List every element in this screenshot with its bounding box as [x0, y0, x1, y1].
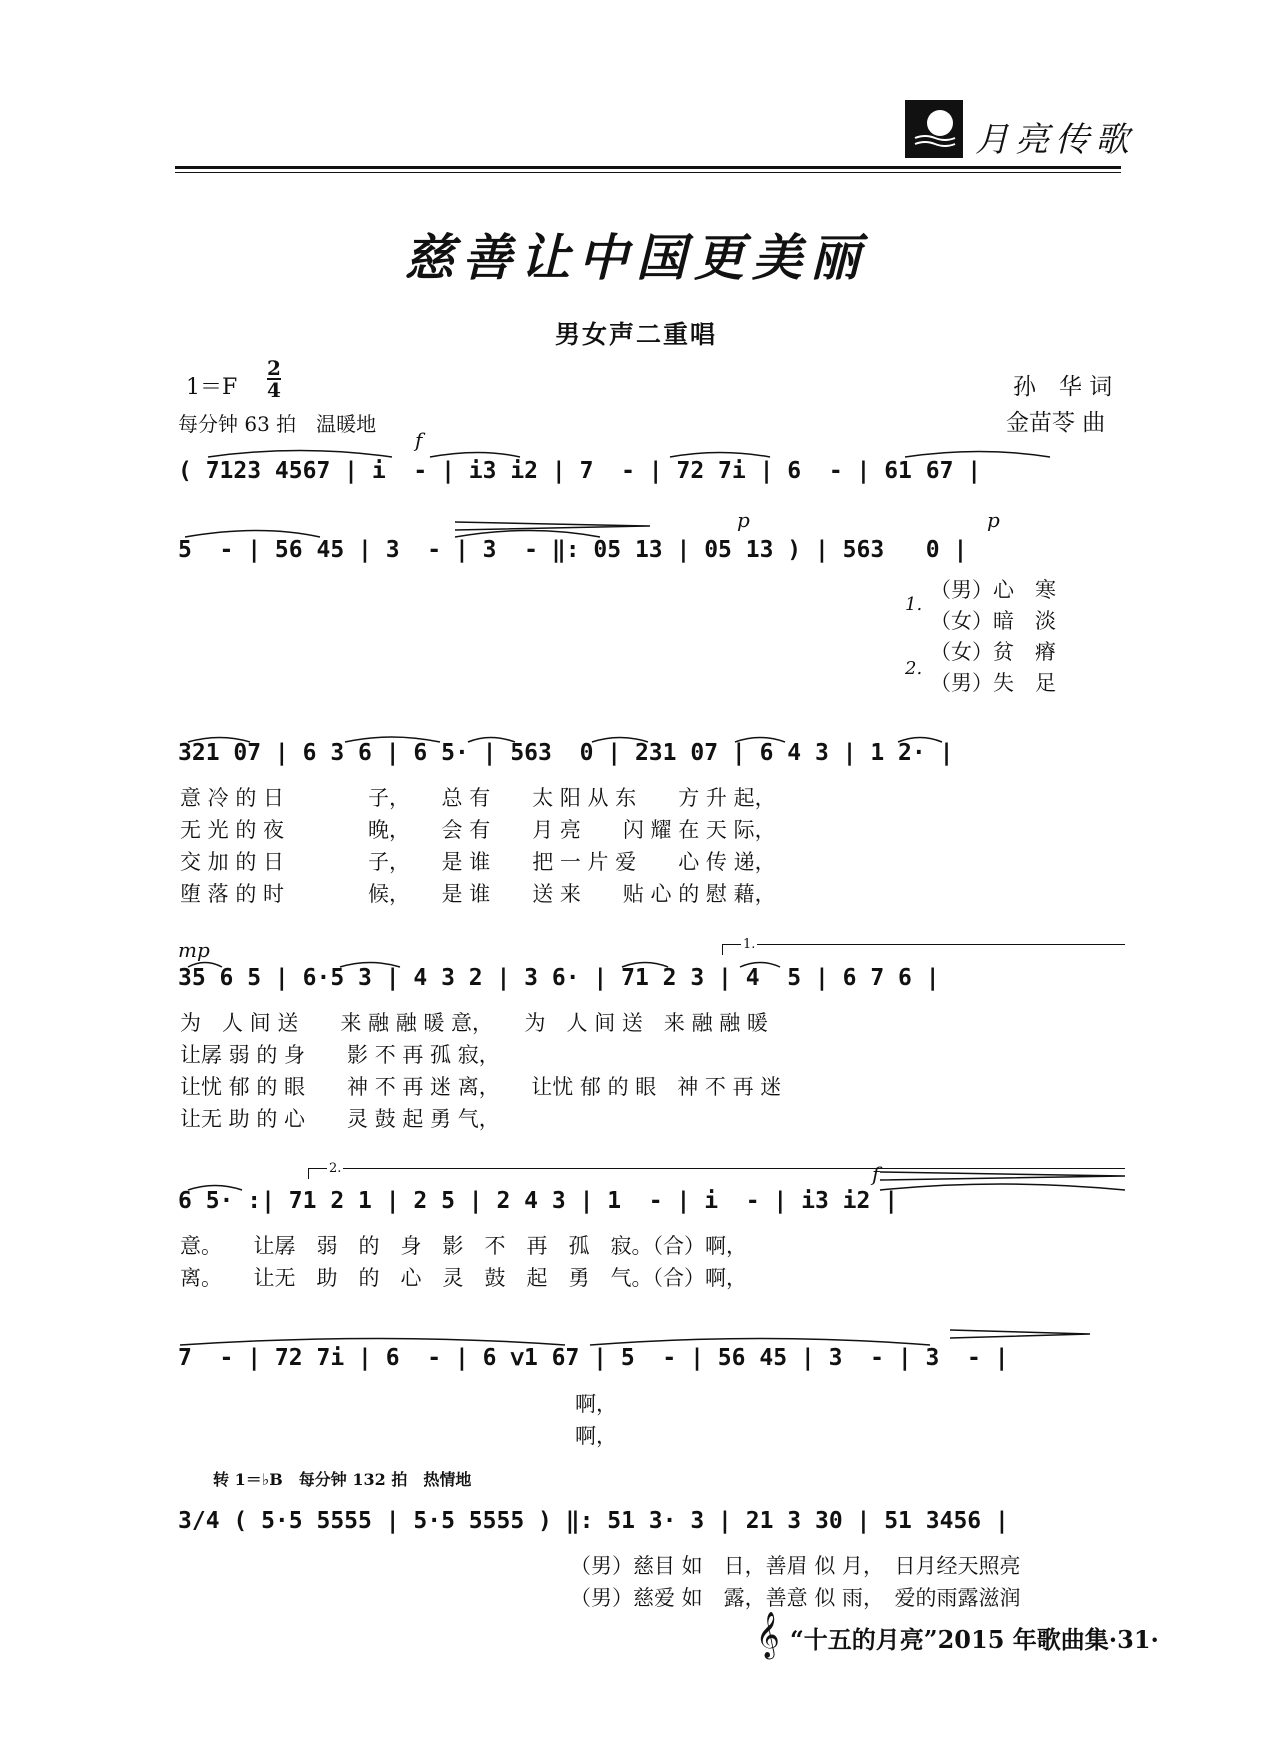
notation-line-6: 7 - | 72 7i | 6 - | 6 ⅴ1 67 | 5 - | 56 45 | 3 - | 3 - |	[178, 1345, 1009, 1371]
volta-1-label: 1.	[743, 937, 756, 952]
tempo-marking: 每分钟 63 拍 温暖地	[178, 412, 377, 436]
lyric-row: 为 人 间 送 来 融 融 暖 意， 为 人 间 送 来 融 融 暖	[180, 1011, 768, 1035]
verse-intro-row: （男）心 寒	[930, 578, 1056, 602]
dynamic-f-2: f	[872, 1162, 880, 1186]
composer: 金苗苓 曲	[1006, 410, 1106, 436]
notation-line-5: 6 5· :| 71 2 1 | 2 5 | 2 4 3 | 1 - | i - | i3 i2 |	[178, 1188, 899, 1214]
notation-line-1: ( 7123 4567 | i - | i3 i2 | 7 - | 72 7i | 6 - | 61 67 |	[178, 458, 982, 484]
time-sig-bottom: 4	[267, 378, 281, 402]
treble-clef-icon: 𝄞	[756, 1612, 780, 1658]
dynamic-p: p	[737, 508, 750, 532]
dynamic-f: f	[415, 428, 423, 452]
verse-intro-row: （女）贫 瘠	[930, 640, 1056, 664]
notation-line-3: 321 07 | 6 3 6 | 6 5· | 563 0 | 231 07 | 6 4 3 | 1 2· |	[178, 740, 954, 766]
lyric-row: 堕 落 的 时 候， 是 谁 送 来 贴 心 的 慰 藉，	[180, 882, 776, 906]
verse-intro-row: （男）失 足	[930, 671, 1056, 695]
time-sig-top: 2	[267, 356, 281, 380]
lyric-row: 离。 让无 助 的 心 灵 鼓 起 勇 气。（合）啊，	[180, 1266, 747, 1290]
dynamic-p-2: p	[987, 508, 1000, 532]
lyric-row: （男）慈目 如 日，善眉 似 月， 日月经天照亮	[570, 1554, 1021, 1578]
header-brand: 月亮传歌	[975, 120, 1135, 160]
verse-2-label: 2.	[905, 658, 923, 679]
lyric-row: （男）慈爱 如 露，善意 似 雨， 爱的雨露滋润	[570, 1586, 1021, 1610]
footer-page-label: “十五的月亮”2015 年歌曲集·31·	[790, 1625, 1159, 1654]
verse-intro-row: （女）暗 淡	[930, 609, 1056, 633]
volta-2-label: 2.	[329, 1161, 342, 1176]
lyric-row: 意 冷 的 日 子， 总 有 太 阳 从 东 方 升 起，	[180, 786, 776, 810]
lyric-row: 让无 助 的 心 灵 鼓 起 勇 气，	[180, 1107, 500, 1131]
lyric-row: 啊，	[575, 1424, 617, 1448]
notation-line-7: 3/4 ( 5·5 5555 | 5·5 5555 ) ‖: 51 3· 3 | 21 3 30 | 51 3456 |	[178, 1508, 1009, 1534]
lyric-row: 让忧 郁 的 眼 神 不 再 迷 离， 让忧 郁 的 眼 神 不 再 迷	[180, 1075, 782, 1099]
song-subtitle: 男女声二重唱	[554, 320, 717, 349]
lyric-row: 意。 让孱 弱 的 身 影 不 再 孤 寂。（合）啊，	[180, 1234, 747, 1258]
lyric-row: 无 光 的 夜 晚， 会 有 月 亮 闪 耀 在 天 际，	[180, 818, 776, 842]
lyric-row: 交 加 的 日 子， 是 谁 把 一 片 爱 心 传 递，	[180, 850, 776, 874]
song-title: 慈善让中国更美丽	[404, 228, 868, 287]
lyricist: 孙 华 词	[1013, 374, 1113, 400]
key-signature: 1＝F	[186, 375, 238, 400]
lyric-row: 让孱 弱 的 身 影 不 再 孤 寂，	[180, 1043, 500, 1067]
lyric-row: 啊，	[575, 1392, 617, 1416]
notation-line-2: 5 - | 56 45 | 3 - | 3 - ‖: 05 13 | 05 13 ) | 563 0 |	[178, 537, 968, 563]
dynamic-mp: mp	[178, 938, 210, 962]
notation-line-4: 35 6 5 | 6·5 3 | 4 3 2 | 3 6· | 71 2 3 | 4 5 | 6 7 6 |	[178, 965, 940, 991]
modulation-marking: 转 1＝♭B 每分钟 132 拍 热情地	[213, 1470, 472, 1489]
verse-1-label: 1.	[905, 594, 923, 615]
